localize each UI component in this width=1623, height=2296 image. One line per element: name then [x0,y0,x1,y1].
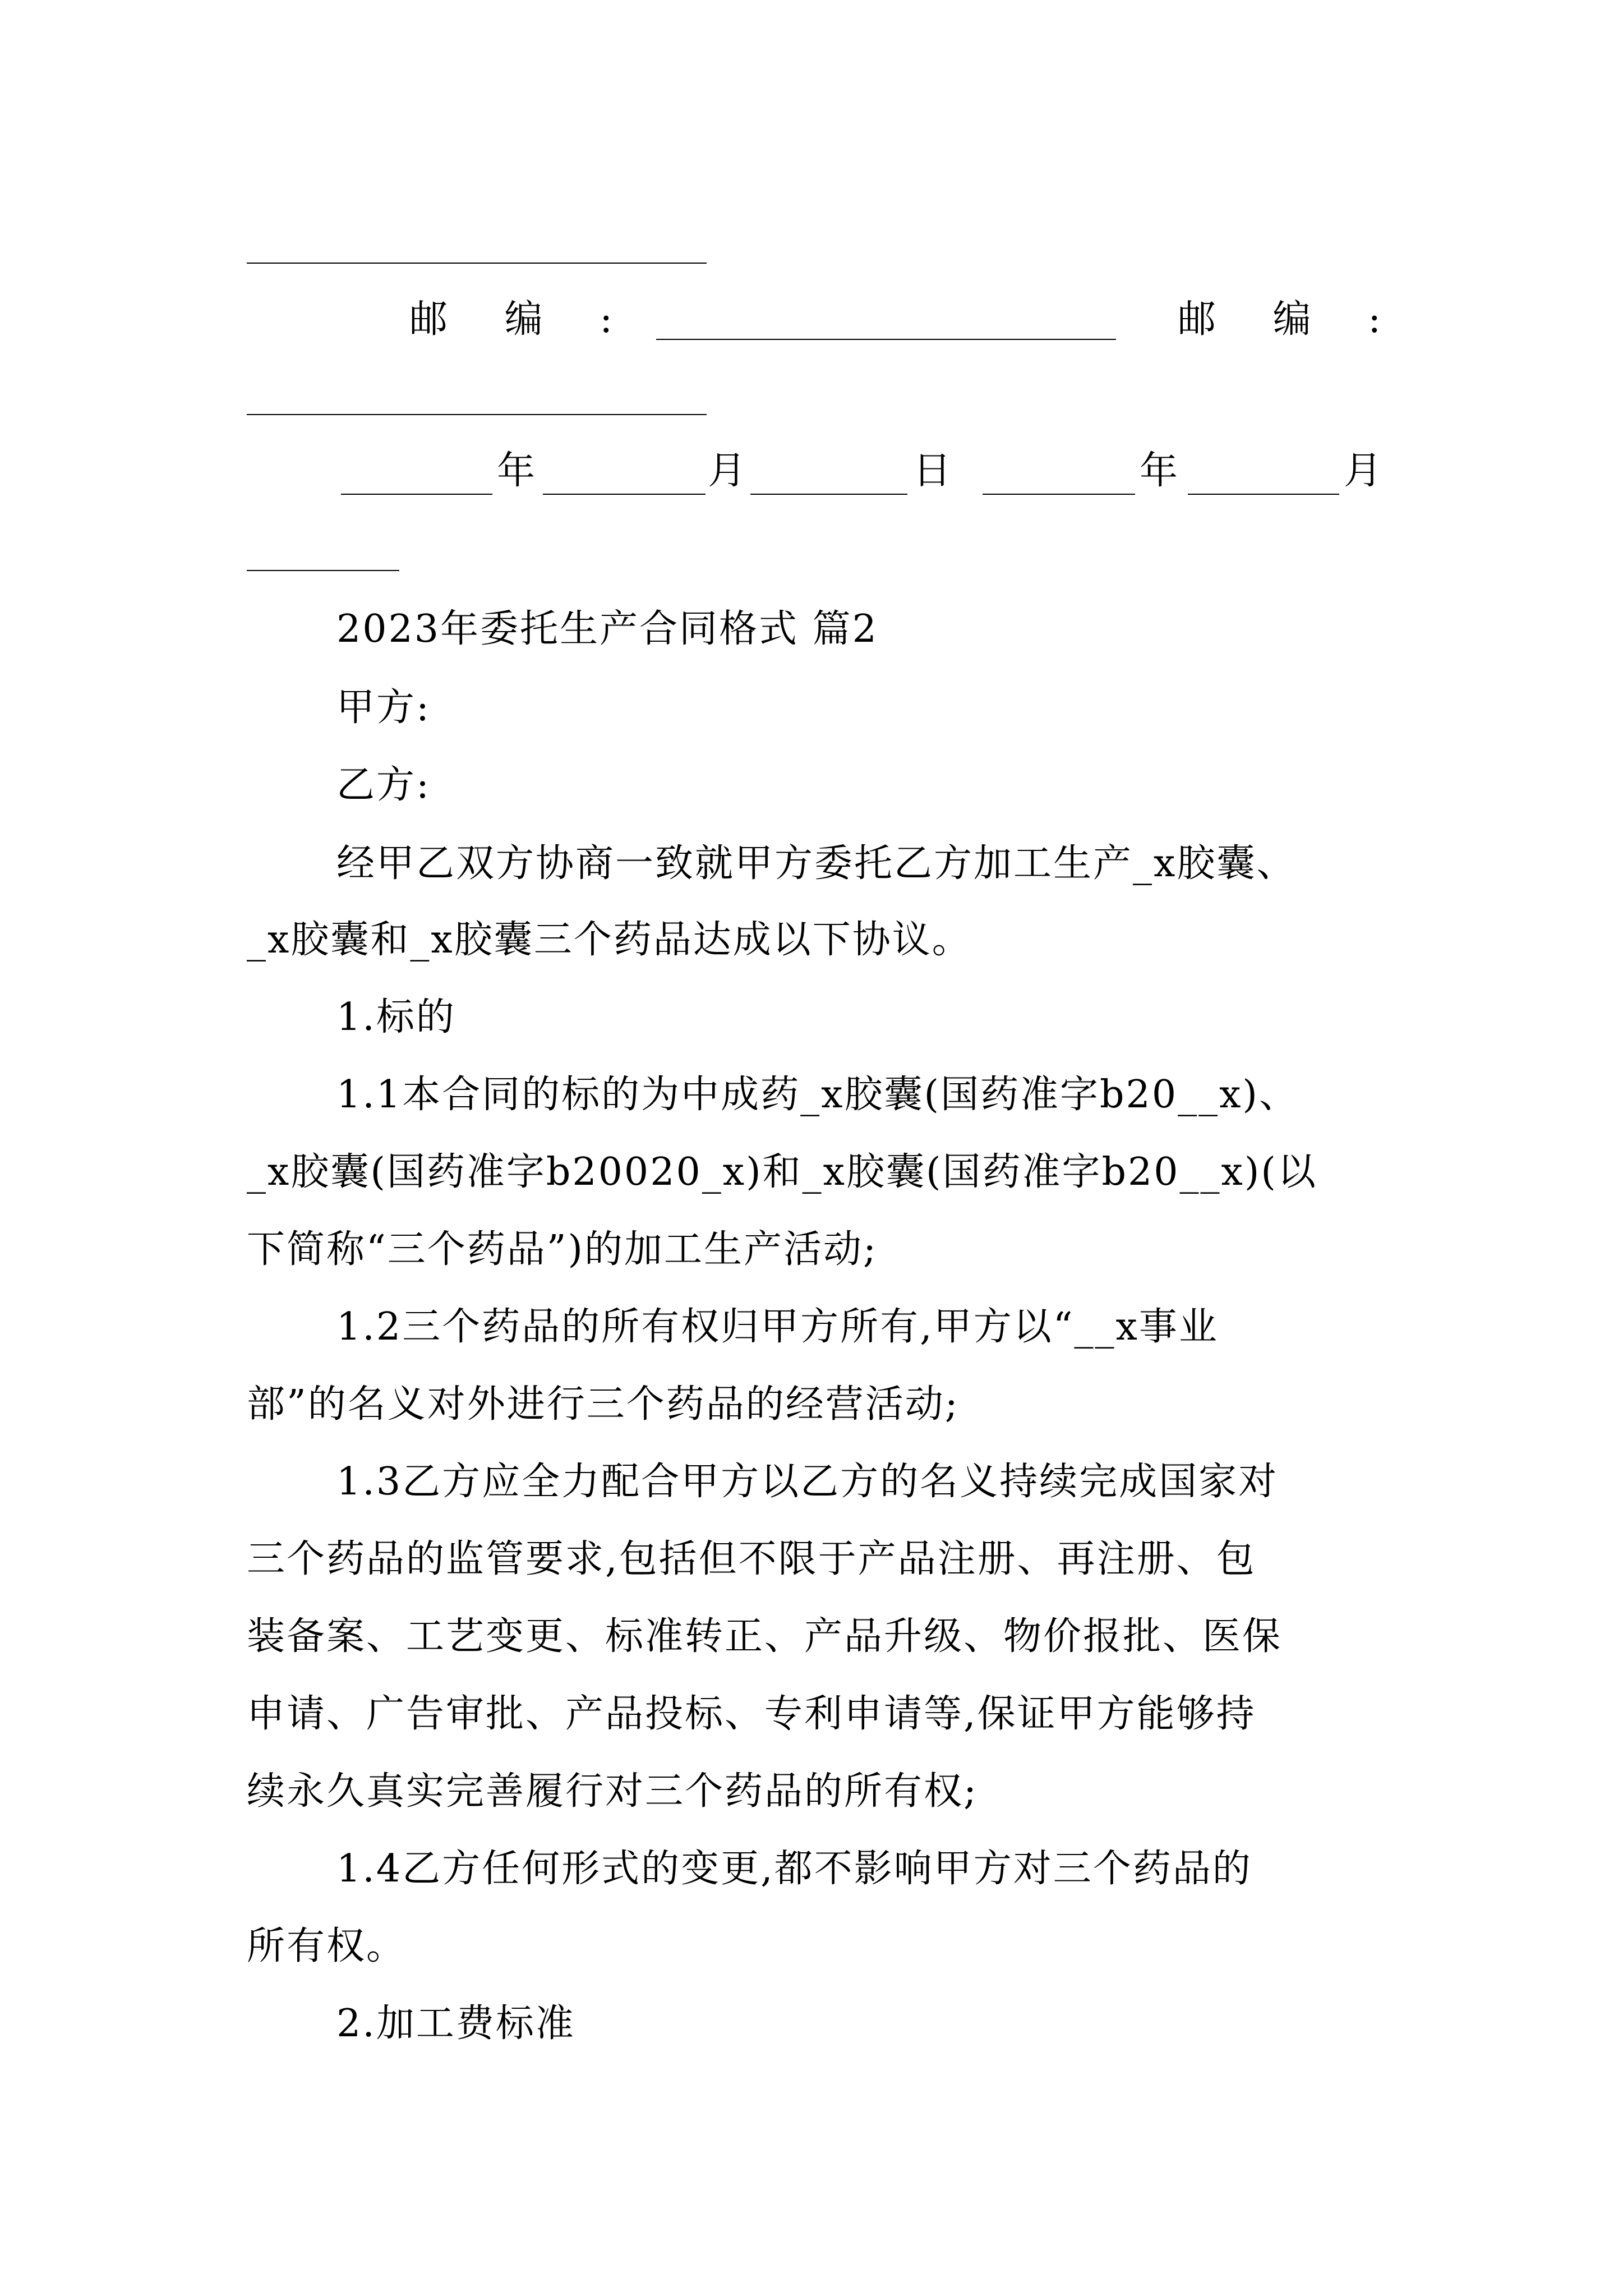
date-month-label: 月 [708,449,748,493]
date-blank-month [543,494,706,495]
clause-1-3-line-3: 装备案、工艺变更、标准转正、产品升级、物价报批、医保 [247,1614,1283,1659]
clause-2-title: 2.加工费标准 [336,2001,575,2046]
date-blank-day [750,494,907,495]
party-a-label: 甲方: [336,685,431,730]
clause-1-4-line-2: 所有权。 [247,1924,407,1968]
date-blank-year2 [983,494,1135,495]
clause-1-1-line-1: 1.1本合同的标的为中成药_x胶囊(国药准字b20__x)、 [336,1073,1299,1117]
clause-1-3-line-4: 申请、广告审批、产品投标、专利申请等,保证甲方能够持 [247,1692,1256,1736]
date-year-label: 年 [497,449,537,493]
date-day-label: 日 [913,449,953,493]
signature-line-top [247,263,707,264]
clause-1-2-line-2: 部”的名义对外进行三个药品的经营活动; [247,1382,960,1427]
section-heading: 2023年委托生产合同格式 篇2 [336,607,878,651]
party-b-label: 乙方: [336,763,431,807]
clause-1-3-line-1: 1.3乙方应全力配合甲方以乙方的名义持续完成国家对 [336,1460,1279,1504]
clause-1-title: 1.标的 [336,995,456,1039]
date-blank-year [341,494,492,495]
clause-1-2-line-1: 1.2三个药品的所有权归甲方所有,甲方以“__x事业 [336,1305,1219,1349]
clause-1-3-line-2: 三个药品的监管要求,包括但不限于产品注册、再注册、包 [247,1537,1256,1581]
date-year2-label: 年 [1140,449,1180,493]
clause-1-4-line-1: 1.4乙方任何形式的变更,都不影响甲方对三个药品的 [336,1847,1252,1891]
clause-1-3-line-5: 续永久真实完善履行对三个药品的所有权; [247,1769,978,1814]
clause-1-1-line-2: _x胶囊(国药准字b20020_x)和_x胶囊(国药准字b20__x)(以 [247,1150,1317,1194]
date-month2-label: 月 [1344,449,1384,493]
postcode-label-right: 邮 编 : [1178,297,1404,342]
date-blank-month2 [1188,494,1339,495]
postcode-label-left: 邮 编 : [409,297,635,342]
postcode-blank-left [656,339,1116,340]
clause-1-1-line-3: 下简称“三个药品”)的加工生产活动; [247,1227,878,1272]
postcode-blank-right [247,414,707,415]
intro-line-1: 经甲乙双方协商一致就甲方委托乙方加工生产_x胶囊、 [336,841,1297,886]
intro-line-2: _x胶囊和_x胶囊三个药品达成以下协议。 [247,918,972,962]
date-blank-day2 [247,570,399,571]
